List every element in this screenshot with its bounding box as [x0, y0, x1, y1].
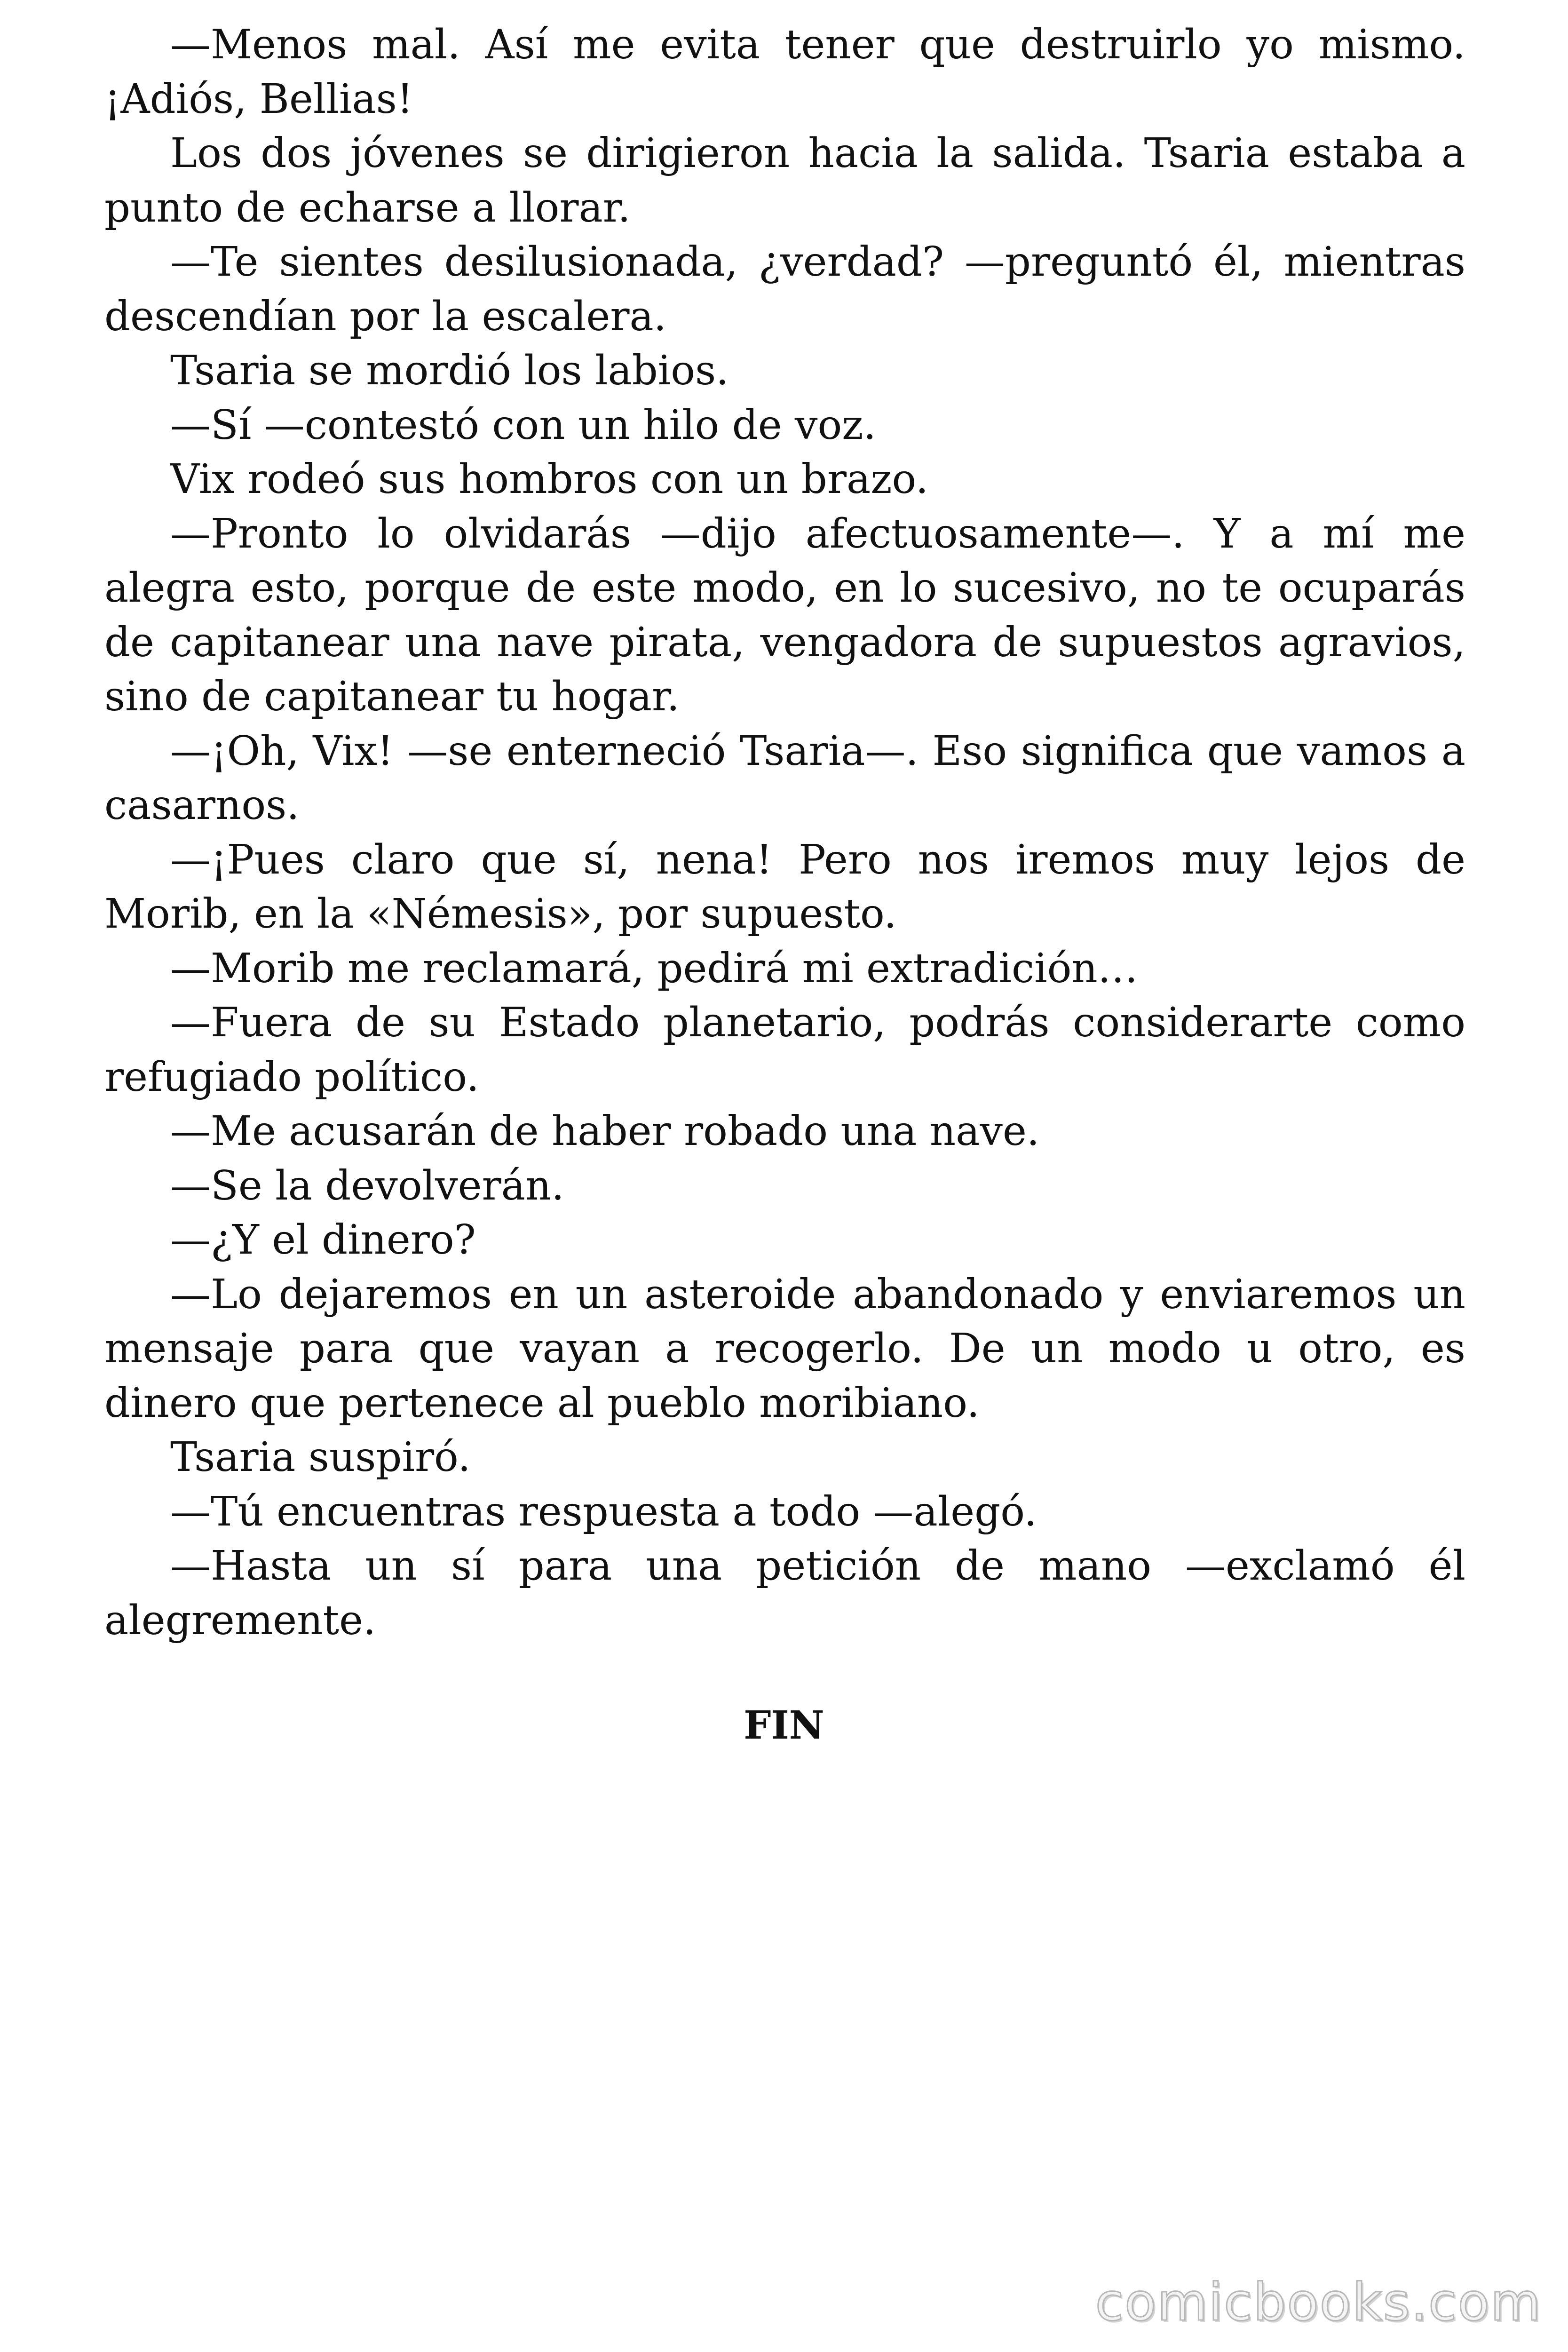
- paragraph: —Hasta un sí para una petición de mano —exclamó él alegremente.: [104, 1542, 1465, 1644]
- paragraph: Tsaria suspiró.: [170, 1434, 471, 1481]
- paragraph: —Morib me reclamará, pedirá mi extradición…: [170, 945, 1138, 992]
- paragraph: —Tú encuentras respuesta a todo —alegó.: [170, 1488, 1037, 1535]
- paragraph: —¡Oh, Vix! —se enterneció Tsaria—. Eso significa que vamos a casarnos.: [104, 727, 1465, 829]
- paragraph: —Sí —contestó con un hilo de voz.: [170, 401, 876, 449]
- paragraph: —Me acusarán de haber robado una nave.: [170, 1108, 1040, 1155]
- paragraph: Los dos jóvenes se dirigieron hacia la salida. Tsaria estaba a punto de echarse a llorar.: [104, 130, 1465, 231]
- watermark-logo: comicbooks.com: [1095, 2272, 1542, 2332]
- paragraph: —Se la devolverán.: [170, 1162, 564, 1209]
- paragraph: —¡Pues claro que sí, nena! Pero nos iremos muy lejos de Morib, en la «Némesis», por supuesto.: [104, 836, 1465, 938]
- paragraph: —Menos mal. Así me evita tener que destruirlo yo mismo. ¡Adiós, Bellias!: [104, 21, 1465, 123]
- paragraph: Tsaria se mordió los labios.: [170, 347, 729, 394]
- ending-heading: FIN: [744, 1703, 824, 1748]
- paragraph: —Te sientes desilusionada, ¿verdad? —preguntó él, mientras descendían por la escalera.: [104, 238, 1465, 340]
- book-page-text: [104, 18, 1465, 1648]
- paragraph: Vix rodeó sus hombros con un brazo.: [170, 456, 929, 503]
- paragraph: —¿Y el dinero?: [170, 1216, 476, 1263]
- paragraph: —Fuera de su Estado planetario, podrás considerarte como refugiado político.: [104, 999, 1465, 1101]
- paragraph: —Pronto lo olvidarás —dijo afectuosamente—. Y a mí me alegra esto, porque de este modo, en lo sucesivo, no te ocuparás de capitanear una nave pirata, vengadora de supuestos agravios, sino de capitanear tu hogar.: [104, 510, 1465, 720]
- paragraph: —Lo dejaremos en un asteroide abandonado y enviaremos un mensaje para que vayan a recogerlo. De un modo u otro, es dinero que pertenece al pueblo moribiano.: [104, 1271, 1465, 1427]
